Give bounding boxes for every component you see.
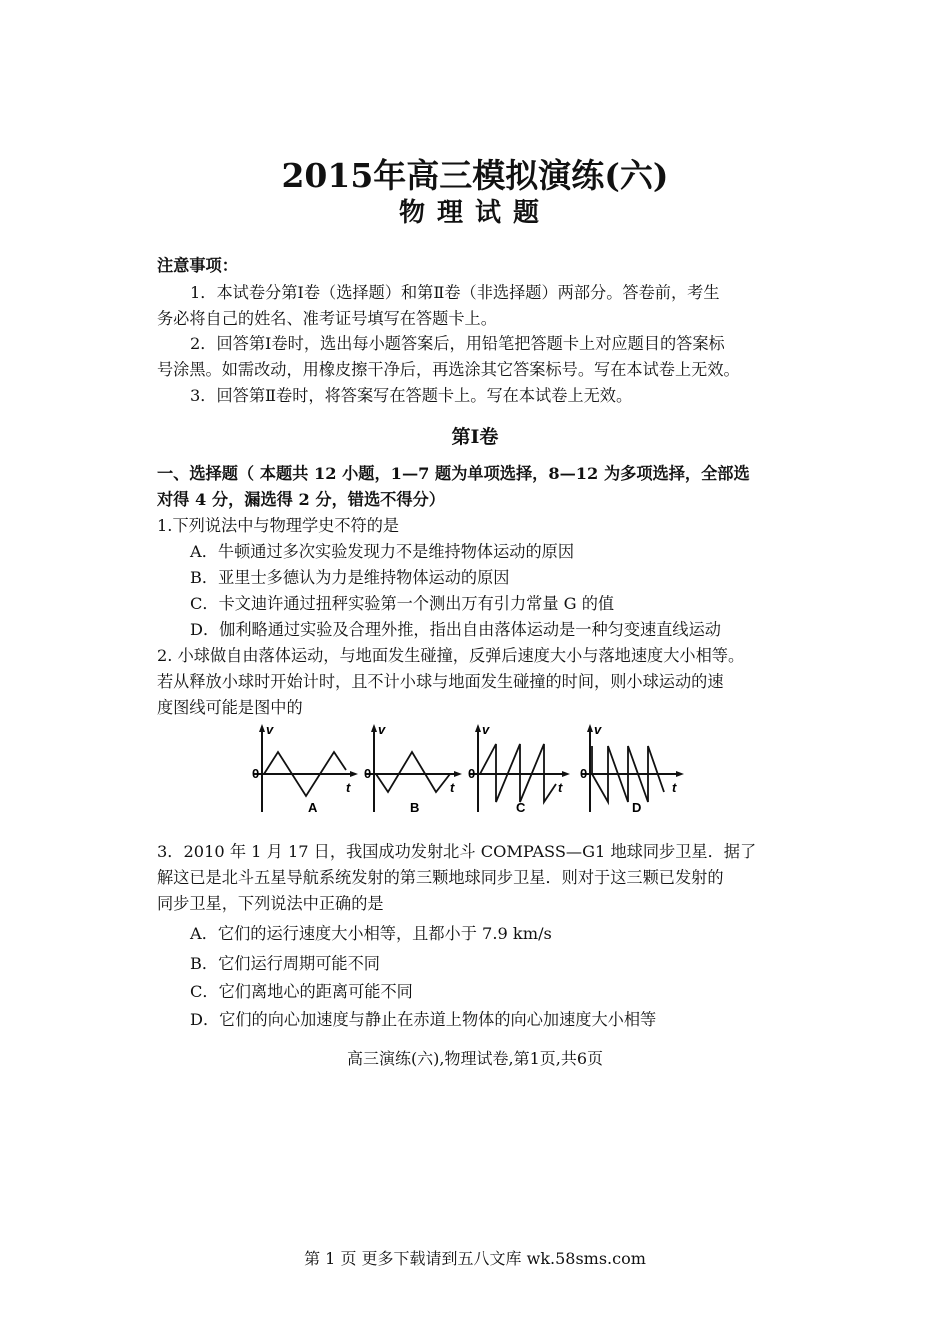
q2-stem-line: 若从释放小球时开始计时，且不计小球与地面发生碰撞的时间，则小球运动的速 <box>157 672 724 691</box>
q2-stem-line: 度图线可能是图中的 <box>157 698 303 717</box>
q2-stem-line: 2. 小球做自由落体运动，与地面发生碰撞，反弹后速度大小与落地速度大小相等。 <box>157 646 745 665</box>
graph-c-origin-label: 0 <box>468 766 476 781</box>
graph-d-origin-label: 0 <box>580 766 588 781</box>
q1-option-b: B．亚里士多德认为力是维持物体运动的原因 <box>190 568 510 587</box>
graph-b <box>364 722 462 815</box>
exam-title: 2015年高三模拟演练(六) <box>281 156 669 195</box>
section-intro-line: 一、选择题（ 本题共 12 小题，1—7 题为单项选择，8—12 为多项选择，全部选 <box>157 464 750 483</box>
graph-c-v-label: v <box>482 722 490 737</box>
graph-d-label: D <box>632 800 642 815</box>
q3-stem-line: 解这已是北斗五星导航系统发射的第三颗地球同步卫星．则对于这三颗已发射的 <box>157 868 724 887</box>
section-intro-line: 对得 4 分，漏选得 2 分，错选不得分） <box>157 490 445 509</box>
q3-option-c: C．它们离地心的距离可能不同 <box>190 982 413 1001</box>
graph-b-t-arrow <box>454 771 462 777</box>
q1-option-a: A．牛顿通过多次实验发现力不是维持物体运动的原因 <box>190 542 575 561</box>
q1-option-d: D．伽利略通过实验及合理外推，指出自由落体运动是一种匀变速直线运动 <box>190 620 721 639</box>
download-note-footer: 第 1 页 更多下载请到五八文库 wk.58sms.com <box>304 1249 646 1268</box>
q3-option-b: B．它们运行周期可能不同 <box>190 954 380 973</box>
graph-d-t-label: t <box>672 780 677 795</box>
graph-b-curve <box>376 752 450 792</box>
velocity-graphs-figure <box>250 722 690 822</box>
q1-option-c: C．卡文迪许通过扭秤实验第一个测出万有引力常量 G 的值 <box>190 594 615 613</box>
graph-b-v-arrow <box>371 724 377 732</box>
graph-a-v-label: v <box>266 722 274 737</box>
graph-c-t-arrow <box>562 771 570 777</box>
notice-line: 务必将自己的姓名、准考证号填写在答题卡上。 <box>157 309 497 328</box>
notice-line: 2．回答第Ⅰ卷时，选出每小题答案后，用铅笔把答题卡上对应题目的答案标 <box>190 334 725 353</box>
graph-a-t-label: t <box>346 780 351 795</box>
graph-b-t-label: t <box>450 780 455 795</box>
section-title: 第Ⅰ卷 <box>451 426 499 448</box>
graph-b-label: B <box>410 800 420 815</box>
q3-stem-line: 3．2010 年 1 月 17 日，我国成功发射北斗 COMPASS—G1 地球同步卫星．据了 <box>157 842 757 861</box>
notice-line: 1．本试卷分第Ⅰ卷（选择题）和第Ⅱ卷（非选择题）两部分。答卷前，考生 <box>190 283 720 302</box>
notice-line: 号涂黑。如需改动，用橡皮擦干净后，再选涂其它答案标号。写在本试卷上无效。 <box>157 360 740 379</box>
graph-a-v-arrow <box>259 724 265 732</box>
q3-option-d: D．它们的向心加速度与静止在赤道上物体的向心加速度大小相等 <box>190 1010 657 1029</box>
q1-stem: 1.下列说法中与物理学史不符的是 <box>157 516 400 535</box>
graph-b-v-label: v <box>378 722 386 737</box>
notice-line: 3．回答第Ⅱ卷时，将答案写在答题卡上。写在本试卷上无效。 <box>190 386 633 405</box>
graph-a-origin-label: 0 <box>252 766 260 781</box>
graph-a-label: A <box>308 800 318 815</box>
page-info-footer: 高三演练(六),物理试卷,第1页,共6页 <box>346 1049 604 1068</box>
graph-c-label: C <box>516 800 526 815</box>
graph-a <box>252 722 358 815</box>
graph-d-v-label: v <box>594 722 602 737</box>
q3-stem-line: 同步卫星，下列说法中正确的是 <box>157 894 384 913</box>
graph-c-t-label: t <box>558 780 563 795</box>
graph-d-t-arrow <box>676 771 684 777</box>
graph-d <box>580 722 684 815</box>
graph-c <box>468 722 570 815</box>
graph-a-t-arrow <box>350 771 358 777</box>
graph-d-v-arrow <box>587 724 593 732</box>
exam-subtitle: 物理试题 <box>398 198 551 228</box>
q3-option-a: A．它们的运行速度大小相等，且都小于 7.9 km/s <box>190 924 552 943</box>
notice-heading: 注意事项： <box>157 256 238 275</box>
graph-c-v-arrow <box>475 724 481 732</box>
graph-b-origin-label: 0 <box>364 766 372 781</box>
